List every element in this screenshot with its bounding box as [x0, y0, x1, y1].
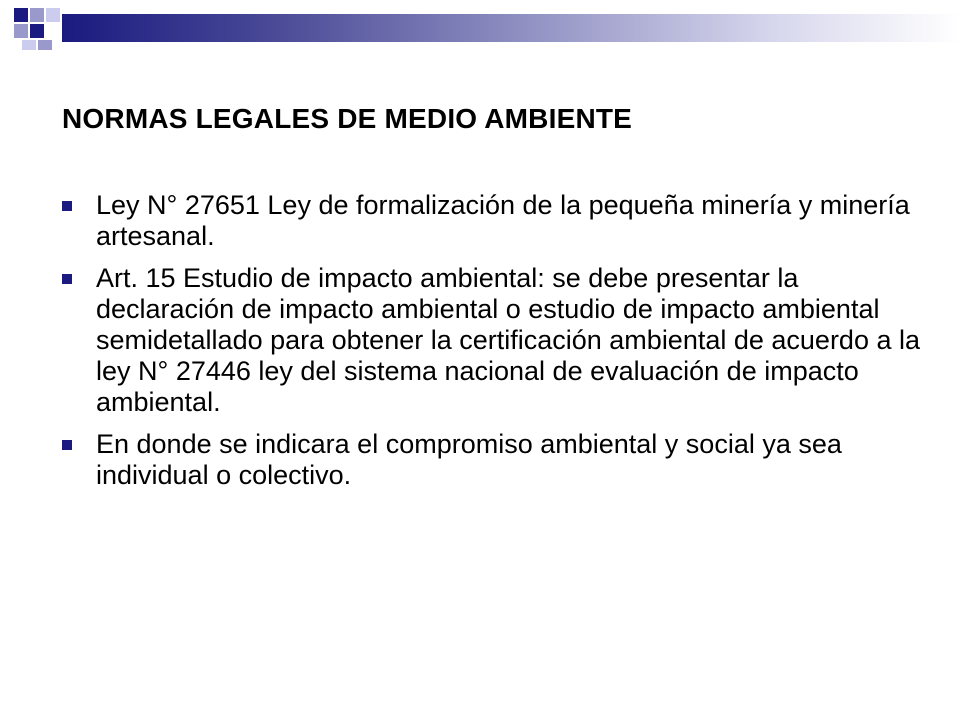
bullet-list [62, 190, 922, 502]
bullet-item [62, 190, 922, 252]
header-gradient-bar [62, 14, 960, 42]
bullet-text: Ley N° 27651 Ley de formalización de la pequeña minería y minería artesanal. [96, 190, 910, 251]
deco-square-lavender [38, 40, 52, 50]
header-decoration [0, 0, 960, 56]
deco-square-navy [30, 24, 44, 38]
bullet-text: Art. 15 Estudio de impacto ambiental: se debe presentar la declaración de impacto ambiental o estudio de impacto ambiental semidetallado para obtener la certificación ambiental de acuerdo a la ley N° 27446 ley del sistema nacional de evaluación de impacto ambiental. [96, 263, 921, 417]
square-bullet-icon [62, 274, 72, 284]
bullet-item [62, 429, 922, 491]
slide-title: NORMAS LEGALES DE MEDIO AMBIENTE [62, 103, 633, 134]
deco-square-navy [14, 8, 28, 22]
deco-square-lavender [14, 24, 28, 38]
bullet-text: En donde se indicara el compromiso ambiental y social ya sea individual o colectivo. [96, 429, 842, 490]
square-bullet-icon [62, 201, 72, 211]
bullet-item [62, 263, 922, 418]
square-bullet-icon [62, 440, 72, 450]
deco-square-lavender [30, 8, 44, 22]
deco-square-pale [22, 40, 36, 50]
deco-square-pale [46, 8, 60, 22]
